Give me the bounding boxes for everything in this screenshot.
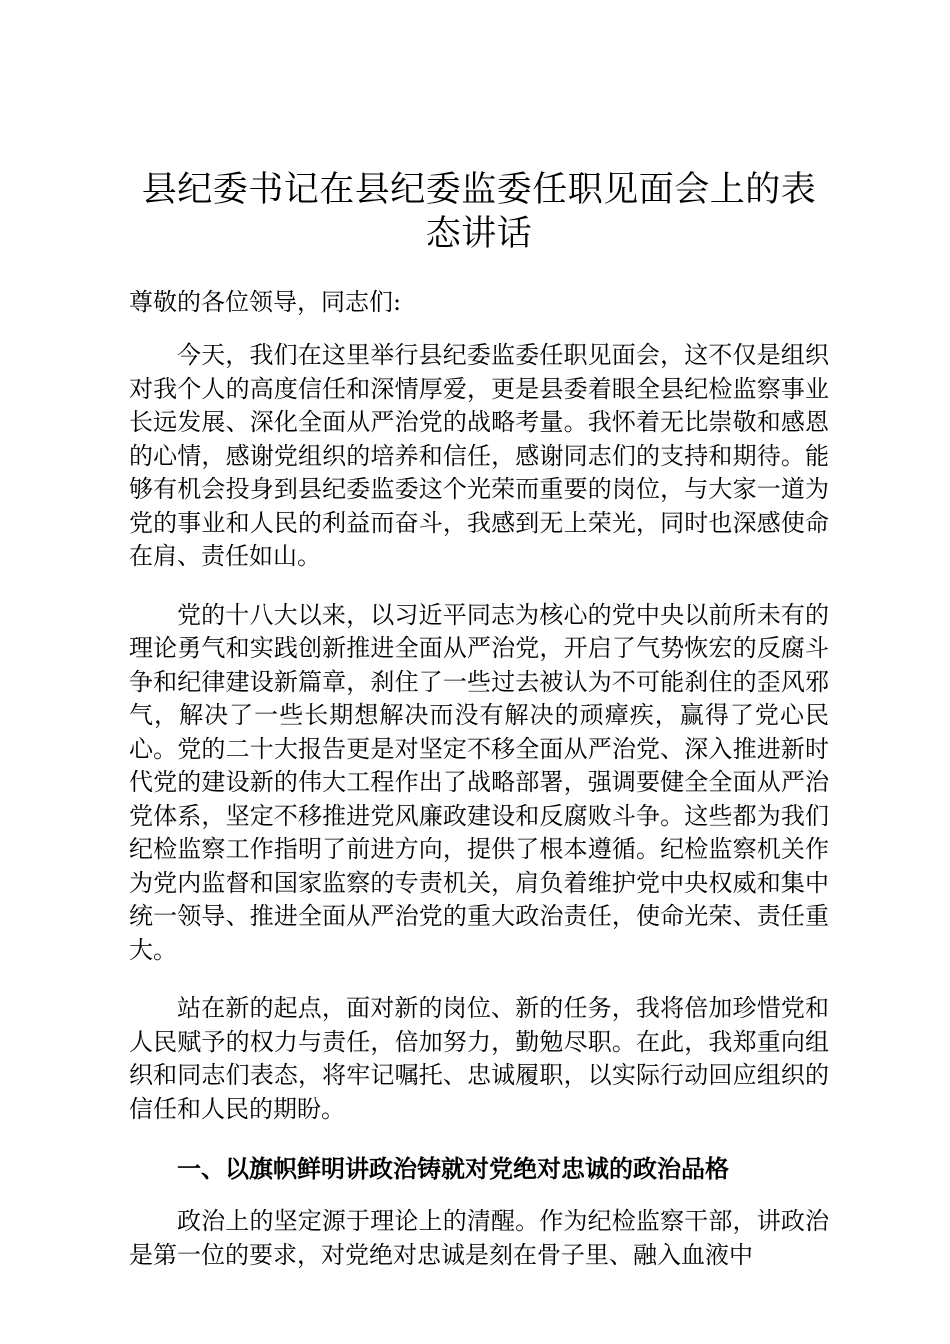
paragraph-1: 今天，我们在这里举行县纪委监委任职见面会，这不仅是组织对我个人的高度信任和深情厚爱，更是县委着眼全县纪检监察事业长远发展、深化全面从严治党的战略考量。我怀着无比崇敬和感恩的心情，感谢党组织的培养和信任，感谢同志们的支持和期待。能够有机会投身到县纪委监委这个光荣而重要的岗位，与大家一道为党的事业和人民的利益而奋斗，我感到无上荣光，同时也深感使命在肩、责任如山。 xyxy=(129,341,829,570)
section-heading-1: 一、以旗帜鲜明讲政治铸就对党绝对忠诚的政治品格 xyxy=(177,1154,729,1183)
section-paragraph: 政治上的坚定源于理论上的清醒。作为纪检监察干部，讲政治是第一位的要求，对党绝对忠诚是刻在骨子里、融入血液中 xyxy=(129,1207,829,1269)
salutation: 尊敬的各位领导，同志们: xyxy=(129,288,402,316)
document-title: 县纪委书记在县纪委监委任职见面会上的表态讲话 xyxy=(141,170,817,254)
paragraph-2: 党的十八大以来，以习近平同志为核心的党中央以前所未有的理论勇气和实践创新推进全面从严治党，开启了气势恢宏的反腐斗争和纪律建设新篇章，刹住了一些过去被认为不可能刹住的歪风邪气，解决了一些长期想解决而没有解决的顽瘴疾，赢得了党心民心。党的二十大报告更是对坚定不移全面从严治党、深入推进新时代党的建设新的伟大工程作出了战略部署，强调要健全全面从严治党体系，坚定不移推进党风廉政建设和反腐败斗争。这些都为我们纪检监察工作指明了前进方向，提供了根本遵循。纪检监察机关作为党内监督和国家监察的专责机关，肩负着维护党中央权威和集中统一领导、推进全面从严治党的重大政治责任，使命光荣、责任重大。 xyxy=(129,600,829,964)
paragraph-3: 站在新的起点，面对新的岗位、新的任务，我将倍加珍惜党和人民赋予的权力与责任，倍加努力，勤勉尽职。在此，我郑重向组织和同志们表态，将牢记嘱托、忠诚履职，以实际行动回应组织的信任和人民的期盼。 xyxy=(129,994,829,1123)
document-body xyxy=(129,168,829,1272)
